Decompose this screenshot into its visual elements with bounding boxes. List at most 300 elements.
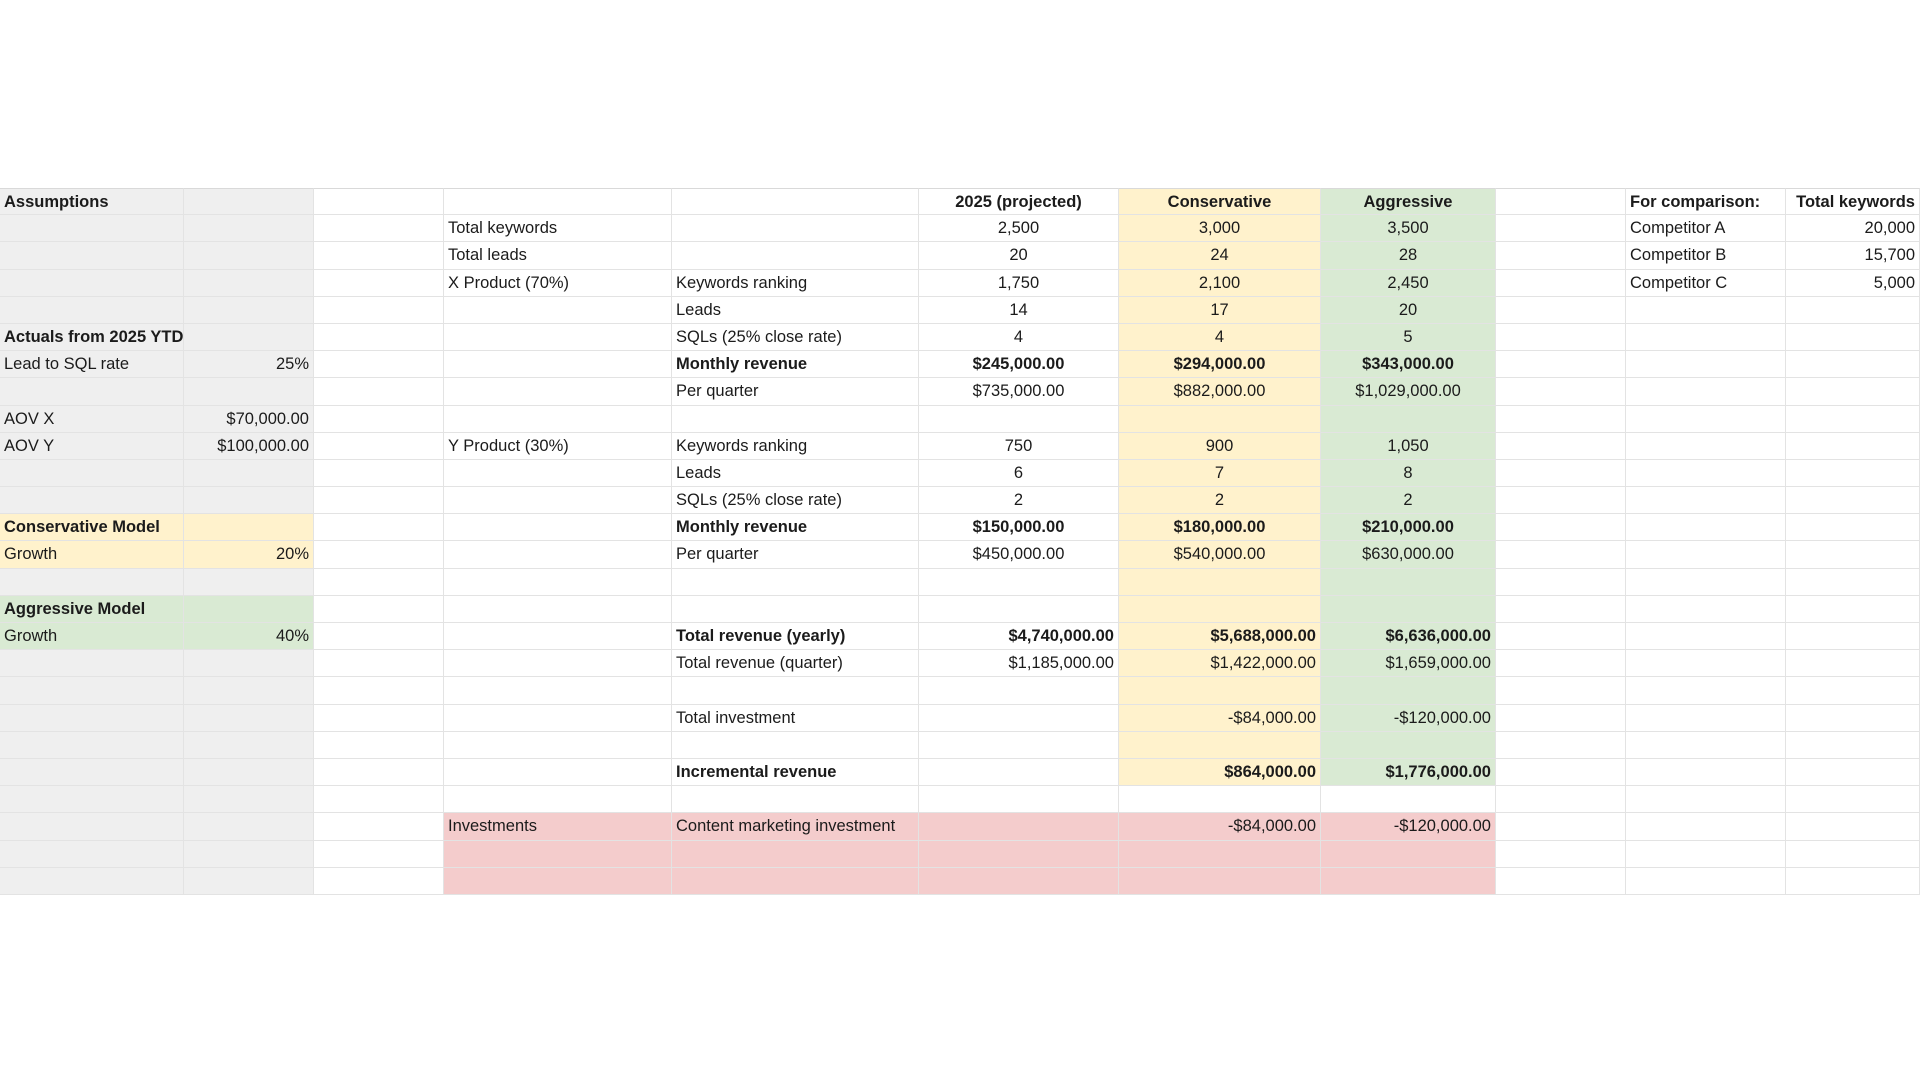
sheet-cell[interactable] [0, 297, 184, 324]
sheet-cell[interactable] [444, 487, 672, 514]
sheet-cell[interactable] [444, 378, 672, 405]
sheet-cell[interactable] [184, 677, 314, 704]
sheet-cell[interactable]: 1,050 [1321, 433, 1496, 460]
sheet-row [0, 623, 1920, 650]
sheet-cell[interactable] [1496, 514, 1626, 541]
sheet-cell[interactable]: $1,029,000.00 [1321, 378, 1496, 405]
sheet-row [0, 188, 1920, 215]
sheet-cell[interactable]: Y Product (30%) [444, 433, 672, 460]
sheet-cell[interactable] [184, 813, 314, 840]
sheet-cell[interactable] [672, 786, 919, 813]
sheet-cell[interactable]: Competitor C [1626, 270, 1786, 297]
sheet-cell[interactable] [919, 841, 1119, 868]
sheet-cell[interactable] [0, 270, 184, 297]
sheet-cell[interactable] [1786, 596, 1920, 623]
sheet-cell[interactable] [1119, 868, 1321, 895]
sheet-cell[interactable]: Lead to SQL rate [0, 351, 184, 378]
sheet-cell[interactable] [314, 705, 444, 732]
sheet-cell[interactable] [919, 759, 1119, 786]
sheet-cell[interactable] [1496, 541, 1626, 568]
sheet-cell[interactable] [1626, 623, 1786, 650]
sheet-cell[interactable]: 1,750 [919, 270, 1119, 297]
sheet-cell[interactable]: $630,000.00 [1321, 541, 1496, 568]
sheet-cell[interactable] [1626, 569, 1786, 596]
sheet-cell[interactable]: 20 [919, 242, 1119, 269]
sheet-cell[interactable] [444, 868, 672, 895]
sheet-cell[interactable] [1626, 596, 1786, 623]
sheet-cell[interactable] [1786, 677, 1920, 704]
sheet-cell[interactable]: Competitor A [1626, 215, 1786, 242]
sheet-cell[interactable]: Incremental revenue [672, 759, 919, 786]
sheet-cell[interactable] [1496, 868, 1626, 895]
sheet-cell[interactable] [1496, 378, 1626, 405]
sheet-cell[interactable]: Growth [0, 541, 184, 568]
sheet-cell[interactable]: Keywords ranking [672, 433, 919, 460]
sheet-cell[interactable]: 750 [919, 433, 1119, 460]
sheet-cell[interactable] [184, 514, 314, 541]
sheet-cell[interactable]: $1,185,000.00 [919, 650, 1119, 677]
sheet-cell[interactable]: Total keywords [444, 215, 672, 242]
sheet-cell[interactable] [184, 270, 314, 297]
sheet-cell[interactable]: Total revenue (yearly) [672, 623, 919, 650]
sheet-cell[interactable] [0, 786, 184, 813]
sheet-cell[interactable] [1496, 759, 1626, 786]
sheet-cell[interactable] [444, 541, 672, 568]
sheet-cell[interactable]: 4 [1119, 324, 1321, 351]
sheet-cell[interactable] [184, 378, 314, 405]
sheet-cell[interactable] [184, 596, 314, 623]
sheet-row [0, 406, 1920, 433]
sheet-cell[interactable] [314, 460, 444, 487]
sheet-cell[interactable] [1786, 406, 1920, 433]
sheet-cell[interactable] [314, 650, 444, 677]
sheet-cell[interactable] [1496, 487, 1626, 514]
sheet-cell[interactable]: -$120,000.00 [1321, 813, 1496, 840]
sheet-cell[interactable]: $6,636,000.00 [1321, 623, 1496, 650]
sheet-cell[interactable]: 2 [919, 487, 1119, 514]
sheet-row [0, 650, 1920, 677]
sheet-cell[interactable]: $180,000.00 [1119, 514, 1321, 541]
sheet-cell[interactable] [1626, 460, 1786, 487]
sheet-cell[interactable]: X Product (70%) [444, 270, 672, 297]
sheet-cell[interactable] [1496, 270, 1626, 297]
sheet-cell[interactable] [1321, 868, 1496, 895]
sheet-cell[interactable]: $450,000.00 [919, 541, 1119, 568]
sheet-cell[interactable]: 2,500 [919, 215, 1119, 242]
sheet-cell[interactable]: 2,100 [1119, 270, 1321, 297]
sheet-cell[interactable] [1786, 433, 1920, 460]
sheet-cell[interactable]: 5 [1321, 324, 1496, 351]
sheet-cell[interactable] [1496, 677, 1626, 704]
sheet-cell[interactable] [1626, 514, 1786, 541]
sheet-cell[interactable] [1321, 596, 1496, 623]
sheet-cell[interactable]: $1,659,000.00 [1321, 650, 1496, 677]
sheet-cell[interactable] [672, 569, 919, 596]
sheet-cell[interactable] [1786, 732, 1920, 759]
sheet-cell[interactable]: $735,000.00 [919, 378, 1119, 405]
sheet-cell[interactable] [672, 841, 919, 868]
sheet-cell[interactable] [1321, 732, 1496, 759]
sheet-cell[interactable]: 25% [184, 351, 314, 378]
sheet-cell[interactable] [314, 541, 444, 568]
sheet-cell[interactable] [0, 215, 184, 242]
sheet-cell[interactable]: Aggressive Model [0, 596, 184, 623]
sheet-cell[interactable]: Conservative [1119, 188, 1321, 215]
sheet-cell[interactable] [919, 569, 1119, 596]
sheet-cell[interactable] [1626, 786, 1786, 813]
sheet-cell[interactable]: $343,000.00 [1321, 351, 1496, 378]
sheet-cell[interactable]: $5,688,000.00 [1119, 623, 1321, 650]
sheet-cell[interactable] [0, 813, 184, 840]
sheet-cell[interactable] [1786, 487, 1920, 514]
sheet-cell[interactable] [1119, 406, 1321, 433]
sheet-cell[interactable] [314, 514, 444, 541]
sheet-cell[interactable]: $150,000.00 [919, 514, 1119, 541]
sheet-cell[interactable] [1119, 841, 1321, 868]
sheet-cell[interactable] [444, 759, 672, 786]
sheet-cell[interactable] [444, 406, 672, 433]
spreadsheet-grid [0, 188, 1920, 895]
sheet-cell[interactable] [444, 596, 672, 623]
sheet-cell[interactable]: 3,500 [1321, 215, 1496, 242]
sheet-cell[interactable] [672, 242, 919, 269]
sheet-row [0, 759, 1920, 786]
sheet-cell[interactable]: AOV X [0, 406, 184, 433]
sheet-cell[interactable] [1496, 324, 1626, 351]
sheet-cell[interactable]: $245,000.00 [919, 351, 1119, 378]
sheet-cell[interactable] [1119, 569, 1321, 596]
sheet-cell[interactable]: 8 [1321, 460, 1496, 487]
sheet-cell[interactable]: Leads [672, 460, 919, 487]
sheet-cell[interactable] [1626, 813, 1786, 840]
sheet-cell[interactable] [314, 188, 444, 215]
sheet-cell[interactable] [1496, 188, 1626, 215]
sheet-cell[interactable] [444, 514, 672, 541]
sheet-cell[interactable]: $1,776,000.00 [1321, 759, 1496, 786]
sheet-cell[interactable]: SQLs (25% close rate) [672, 324, 919, 351]
sheet-cell[interactable] [444, 841, 672, 868]
sheet-cell[interactable] [672, 868, 919, 895]
sheet-cell[interactable]: 28 [1321, 242, 1496, 269]
sheet-cell[interactable]: Total investment [672, 705, 919, 732]
sheet-cell[interactable] [1496, 732, 1626, 759]
sheet-cell[interactable]: Total leads [444, 242, 672, 269]
sheet-cell[interactable] [0, 841, 184, 868]
sheet-cell[interactable] [0, 868, 184, 895]
sheet-cell[interactable] [919, 677, 1119, 704]
sheet-cell[interactable]: $864,000.00 [1119, 759, 1321, 786]
sheet-cell[interactable]: $210,000.00 [1321, 514, 1496, 541]
sheet-cell[interactable] [919, 786, 1119, 813]
sheet-cell[interactable] [184, 569, 314, 596]
sheet-cell[interactable] [1321, 569, 1496, 596]
sheet-cell[interactable]: 14 [919, 297, 1119, 324]
sheet-cell[interactable] [184, 705, 314, 732]
sheet-cell[interactable]: $540,000.00 [1119, 541, 1321, 568]
sheet-cell[interactable] [919, 406, 1119, 433]
sheet-cell[interactable] [184, 324, 314, 351]
sheet-cell[interactable] [1786, 541, 1920, 568]
sheet-cell[interactable]: Per quarter [672, 378, 919, 405]
sheet-cell[interactable] [1786, 759, 1920, 786]
sheet-cell[interactable] [1321, 406, 1496, 433]
sheet-cell[interactable] [919, 705, 1119, 732]
sheet-cell[interactable] [314, 596, 444, 623]
sheet-cell[interactable]: 24 [1119, 242, 1321, 269]
sheet-cell[interactable] [444, 324, 672, 351]
sheet-row [0, 242, 1920, 269]
sheet-cell[interactable] [1626, 541, 1786, 568]
sheet-cell[interactable] [184, 188, 314, 215]
sheet-cell[interactable] [1786, 378, 1920, 405]
sheet-cell[interactable] [1626, 868, 1786, 895]
sheet-cell[interactable] [672, 596, 919, 623]
sheet-cell[interactable] [1496, 297, 1626, 324]
sheet-cell[interactable]: 900 [1119, 433, 1321, 460]
sheet-cell[interactable] [1626, 677, 1786, 704]
sheet-cell[interactable]: 4 [919, 324, 1119, 351]
sheet-cell[interactable] [314, 270, 444, 297]
sheet-cell[interactable] [672, 188, 919, 215]
sheet-cell[interactable] [314, 215, 444, 242]
sheet-cell[interactable] [919, 868, 1119, 895]
sheet-cell[interactable] [184, 841, 314, 868]
sheet-cell[interactable]: -$84,000.00 [1119, 705, 1321, 732]
sheet-cell[interactable] [184, 732, 314, 759]
sheet-cell[interactable] [314, 677, 444, 704]
sheet-cell[interactable]: Investments [444, 813, 672, 840]
sheet-cell[interactable]: Actuals from 2025 YTD [0, 324, 184, 351]
sheet-cell[interactable] [1786, 841, 1920, 868]
sheet-cell[interactable] [1626, 297, 1786, 324]
sheet-cell[interactable] [1786, 324, 1920, 351]
sheet-cell[interactable] [0, 650, 184, 677]
sheet-cell[interactable] [314, 868, 444, 895]
sheet-cell[interactable] [0, 242, 184, 269]
sheet-cell[interactable]: Monthly revenue [672, 514, 919, 541]
sheet-cell[interactable] [184, 759, 314, 786]
sheet-cell[interactable] [1496, 650, 1626, 677]
sheet-cell[interactable] [444, 677, 672, 704]
sheet-cell[interactable]: Total keywords [1786, 188, 1920, 215]
sheet-cell[interactable] [1119, 677, 1321, 704]
sheet-cell[interactable] [1321, 841, 1496, 868]
sheet-cell[interactable] [1496, 786, 1626, 813]
sheet-cell[interactable] [444, 297, 672, 324]
sheet-cell[interactable] [672, 406, 919, 433]
sheet-cell[interactable]: $882,000.00 [1119, 378, 1321, 405]
sheet-cell[interactable]: Aggressive [1321, 188, 1496, 215]
sheet-row [0, 569, 1920, 596]
sheet-cell[interactable]: Content marketing investment [672, 813, 919, 840]
sheet-cell[interactable] [1496, 596, 1626, 623]
sheet-cell[interactable] [1321, 677, 1496, 704]
sheet-cell[interactable] [0, 460, 184, 487]
sheet-cell[interactable]: Assumptions [0, 188, 184, 215]
sheet-cell[interactable] [0, 677, 184, 704]
sheet-cell[interactable]: $294,000.00 [1119, 351, 1321, 378]
sheet-cell[interactable] [314, 433, 444, 460]
sheet-cell[interactable] [1786, 460, 1920, 487]
sheet-cell[interactable] [1119, 732, 1321, 759]
sheet-cell[interactable]: 7 [1119, 460, 1321, 487]
sheet-cell[interactable] [1786, 297, 1920, 324]
sheet-cell[interactable] [184, 215, 314, 242]
sheet-cell[interactable] [444, 732, 672, 759]
sheet-cell[interactable] [314, 786, 444, 813]
sheet-cell[interactable] [1119, 596, 1321, 623]
sheet-cell[interactable] [1496, 705, 1626, 732]
sheet-cell[interactable] [1626, 759, 1786, 786]
sheet-cell[interactable] [672, 732, 919, 759]
sheet-cell[interactable] [1786, 813, 1920, 840]
sheet-cell[interactable] [1786, 569, 1920, 596]
sheet-cell[interactable] [1626, 324, 1786, 351]
sheet-cell[interactable]: 15,700 [1786, 242, 1920, 269]
sheet-cell[interactable] [919, 813, 1119, 840]
sheet-row [0, 786, 1920, 813]
sheet-cell[interactable]: $1,422,000.00 [1119, 650, 1321, 677]
sheet-cell[interactable] [444, 351, 672, 378]
sheet-cell[interactable] [1786, 786, 1920, 813]
sheet-cell[interactable] [0, 732, 184, 759]
sheet-row [0, 433, 1920, 460]
sheet-cell[interactable] [1786, 514, 1920, 541]
sheet-cell[interactable]: $4,740,000.00 [919, 623, 1119, 650]
sheet-cell[interactable]: 20 [1321, 297, 1496, 324]
sheet-cell[interactable] [0, 378, 184, 405]
sheet-cell[interactable] [672, 215, 919, 242]
sheet-cell[interactable] [1321, 786, 1496, 813]
sheet-cell[interactable] [314, 378, 444, 405]
sheet-cell[interactable]: Total revenue (quarter) [672, 650, 919, 677]
sheet-cell[interactable] [1496, 215, 1626, 242]
sheet-cell[interactable] [1786, 705, 1920, 732]
sheet-cell[interactable]: 2 [1321, 487, 1496, 514]
sheet-cell[interactable]: 3,000 [1119, 215, 1321, 242]
sheet-cell[interactable] [314, 759, 444, 786]
sheet-cell[interactable] [1786, 351, 1920, 378]
sheet-row [0, 270, 1920, 297]
sheet-cell[interactable]: -$120,000.00 [1321, 705, 1496, 732]
sheet-cell[interactable] [1119, 786, 1321, 813]
sheet-cell[interactable] [1626, 841, 1786, 868]
sheet-cell[interactable] [919, 732, 1119, 759]
sheet-cell[interactable] [1626, 406, 1786, 433]
sheet-cell[interactable] [184, 868, 314, 895]
sheet-cell[interactable] [314, 242, 444, 269]
sheet-cell[interactable] [1626, 705, 1786, 732]
sheet-cell[interactable] [314, 732, 444, 759]
sheet-cell[interactable] [1496, 406, 1626, 433]
sheet-cell[interactable]: 17 [1119, 297, 1321, 324]
sheet-cell[interactable] [1496, 841, 1626, 868]
sheet-cell[interactable] [444, 188, 672, 215]
sheet-cell[interactable] [1786, 650, 1920, 677]
sheet-cell[interactable]: AOV Y [0, 433, 184, 460]
sheet-cell[interactable] [1496, 623, 1626, 650]
sheet-cell[interactable]: Keywords ranking [672, 270, 919, 297]
sheet-cell[interactable] [1626, 433, 1786, 460]
sheet-cell[interactable] [1626, 732, 1786, 759]
sheet-cell[interactable] [444, 460, 672, 487]
sheet-row [0, 705, 1920, 732]
sheet-cell[interactable] [1786, 868, 1920, 895]
sheet-cell[interactable] [314, 569, 444, 596]
sheet-cell[interactable]: 2,450 [1321, 270, 1496, 297]
sheet-cell[interactable] [1496, 242, 1626, 269]
sheet-cell[interactable] [184, 242, 314, 269]
sheet-cell[interactable]: $100,000.00 [184, 433, 314, 460]
sheet-cell[interactable] [444, 650, 672, 677]
sheet-cell[interactable] [314, 324, 444, 351]
sheet-cell[interactable] [184, 786, 314, 813]
sheet-cell[interactable] [0, 705, 184, 732]
sheet-cell[interactable] [314, 813, 444, 840]
sheet-cell[interactable]: Leads [672, 297, 919, 324]
sheet-cell[interactable]: 2025 (projected) [919, 188, 1119, 215]
sheet-cell[interactable]: $70,000.00 [184, 406, 314, 433]
sheet-cell[interactable]: Per quarter [672, 541, 919, 568]
sheet-cell[interactable] [314, 841, 444, 868]
sheet-cell[interactable]: 2 [1119, 487, 1321, 514]
sheet-cell[interactable] [444, 623, 672, 650]
sheet-cell[interactable] [1496, 569, 1626, 596]
sheet-cell[interactable]: -$84,000.00 [1119, 813, 1321, 840]
sheet-cell[interactable] [444, 705, 672, 732]
sheet-cell[interactable] [1626, 487, 1786, 514]
sheet-cell[interactable] [444, 786, 672, 813]
sheet-cell[interactable]: 6 [919, 460, 1119, 487]
sheet-cell[interactable] [1786, 623, 1920, 650]
sheet-cell[interactable] [919, 596, 1119, 623]
sheet-row [0, 297, 1920, 324]
sheet-cell[interactable] [1626, 378, 1786, 405]
sheet-cell[interactable] [672, 677, 919, 704]
sheet-cell[interactable] [1496, 460, 1626, 487]
sheet-cell[interactable]: 5,000 [1786, 270, 1920, 297]
sheet-cell[interactable] [0, 569, 184, 596]
sheet-cell[interactable]: Growth [0, 623, 184, 650]
sheet-cell[interactable] [184, 460, 314, 487]
sheet-row [0, 351, 1920, 378]
sheet-cell[interactable] [1496, 351, 1626, 378]
sheet-cell[interactable] [1626, 351, 1786, 378]
sheet-cell[interactable]: 40% [184, 623, 314, 650]
sheet-cell[interactable]: Conservative Model [0, 514, 184, 541]
sheet-cell[interactable] [314, 351, 444, 378]
sheet-cell[interactable] [314, 623, 444, 650]
sheet-cell[interactable]: Monthly revenue [672, 351, 919, 378]
sheet-cell[interactable]: SQLs (25% close rate) [672, 487, 919, 514]
sheet-cell[interactable]: 20% [184, 541, 314, 568]
sheet-cell[interactable] [1496, 813, 1626, 840]
sheet-cell[interactable] [1626, 650, 1786, 677]
sheet-cell[interactable] [184, 297, 314, 324]
sheet-cell[interactable] [314, 406, 444, 433]
sheet-cell[interactable] [184, 650, 314, 677]
sheet-cell[interactable]: 20,000 [1786, 215, 1920, 242]
sheet-cell[interactable] [444, 569, 672, 596]
sheet-cell[interactable]: For comparison: [1626, 188, 1786, 215]
sheet-cell[interactable] [0, 759, 184, 786]
sheet-cell[interactable] [184, 487, 314, 514]
sheet-cell[interactable] [314, 487, 444, 514]
sheet-cell[interactable]: Competitor B [1626, 242, 1786, 269]
sheet-cell[interactable] [314, 297, 444, 324]
sheet-cell[interactable] [0, 487, 184, 514]
sheet-cell[interactable] [1496, 433, 1626, 460]
